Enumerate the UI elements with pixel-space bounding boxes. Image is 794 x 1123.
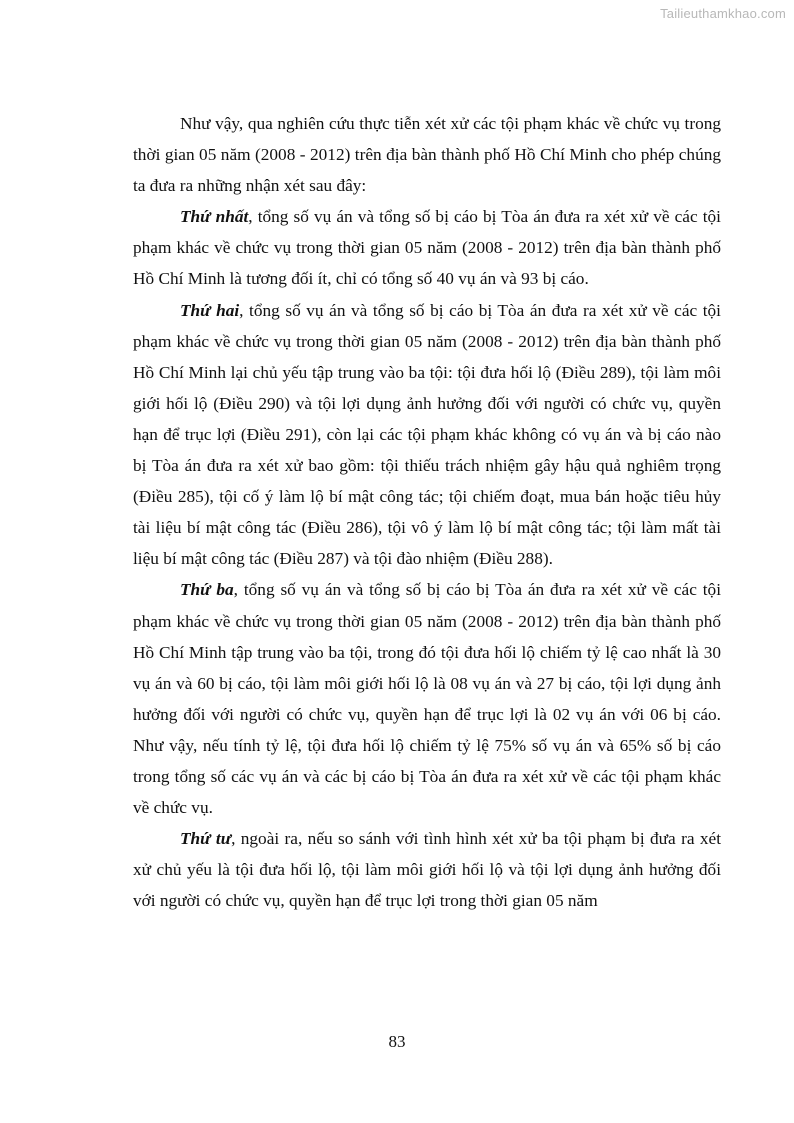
paragraph-text: , ngoài ra, nếu so sánh với tình hình xét xử ba tội phạm bị đưa ra xét xử chủ yếu là tội đưa hối lộ, tội làm môi giới hối lộ và tội lợi dụng ảnh hưởng đối với người có chức vụ, quyền hạn để trục lợi trong thời gian 05 năm: [133, 829, 721, 911]
paragraph-third: [133, 574, 721, 823]
document-body: [133, 108, 721, 916]
paragraph-lead: Thứ nhất: [180, 207, 249, 227]
page-number: 83: [388, 1032, 406, 1051]
paragraph-lead: Thứ hai: [180, 300, 240, 320]
paragraph-first: [133, 201, 721, 294]
paragraph-text: , tổng số vụ án và tổng số bị cáo bị Tòa án đưa ra xét xử về các tội phạm khác về chức vụ trong thời gian 05 năm (2008 - 2012) trên địa bàn thành phố Hồ Chí Minh là tương đối ít, chỉ có tổng số 40 vụ án và 93 bị cáo.: [133, 207, 721, 289]
paragraph-text: , tổng số vụ án và tổng số bị cáo bị Tòa án đưa ra xét xử về các tội phạm khác về chức vụ trong thời gian 05 năm (2008 - 2012) trên địa bàn thành phố Hồ Chí Minh tập trung vào ba tội, trong đó tội đưa hối lộ chiếm tỷ lệ cao nhất là 30 vụ án và 60 bị cáo, tội làm môi giới hối lộ là 08 vụ án và 27 bị cáo, tội lợi dụng ảnh hưởng đối với người có chức vụ, quyền hạn để trục lợi là 02 vụ án với 06 bị cáo. Như vậy, nếu tính tỷ lệ, tội đưa hối lộ chiếm tỷ lệ 75% số vụ án và 65% số bị cáo trong tổng số các vụ án và các bị cáo bị Tòa án đưa ra xét xử về các tội phạm khác về chức vụ.: [133, 580, 721, 818]
watermark: Tailieuthamkhao.com: [660, 6, 786, 21]
paragraph-intro: [133, 108, 721, 201]
paragraph-second: [133, 295, 721, 575]
paragraph-lead: Thứ tư: [180, 829, 232, 849]
paragraph-fourth: [133, 823, 721, 916]
paragraph-lead: Thứ ba: [180, 580, 234, 600]
paragraph-text: Như vậy, qua nghiên cứu thực tiễn xét xử các tội phạm khác về chức vụ trong thời gian 05 năm (2008 - 2012) trên địa bàn thành phố Hồ Chí Minh cho phép chúng ta đưa ra những nhận xét sau đây:: [133, 114, 721, 196]
paragraph-text: , tổng số vụ án và tổng số bị cáo bị Tòa án đưa ra xét xử về các tội phạm khác về chức vụ trong thời gian 05 năm (2008 - 2012) trên địa bàn thành phố Hồ Chí Minh lại chủ yếu tập trung vào ba tội: tội đưa hối lộ (Điều 289), tội làm môi giới hối lộ (Điều 290) và tội lợi dụng ảnh hưởng đối với người có chức vụ, quyền hạn để trục lợi (Điều 291), còn lại các tội phạm khác không có vụ án và bị cáo nào bị Tòa án đưa ra xét xử bao gồm: tội thiếu trách nhiệm gây hậu quả nghiêm trọng (Điều 285), tội cố ý làm lộ bí mật công tác; tội chiếm đoạt, mua bán hoặc tiêu hủy tài liệu bí mật công tác (Điều 286), tội vô ý làm lộ bí mật công tác; tội làm mất tài liệu bí mật công tác (Điều 287) và tội đào nhiệm (Điều 288).: [133, 300, 721, 569]
